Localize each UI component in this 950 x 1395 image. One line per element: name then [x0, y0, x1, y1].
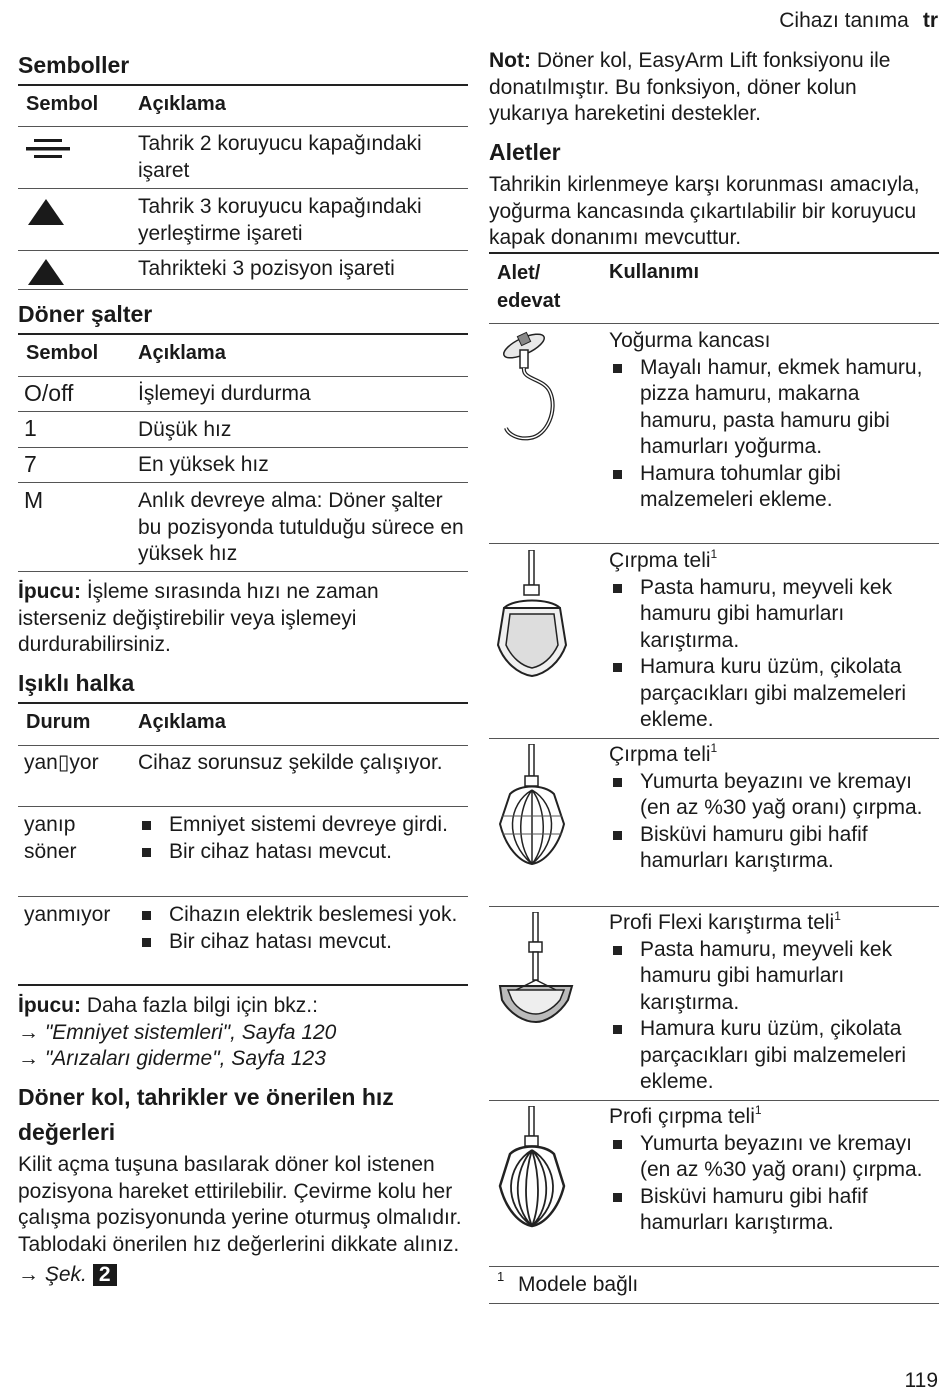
tool-name: Profi çırpma teli	[609, 1105, 755, 1128]
list-item	[609, 654, 939, 734]
divider	[18, 84, 468, 86]
ring-desc-list	[138, 902, 464, 955]
ring-col2: Açıklama	[138, 711, 226, 733]
switch-symbol: M	[24, 487, 44, 513]
divider	[489, 323, 939, 324]
divider	[18, 250, 468, 251]
list-item	[609, 1131, 939, 1184]
divider	[18, 806, 468, 807]
arrow-icon: →	[18, 1020, 45, 1044]
switch-desc: Düşük hız	[138, 418, 232, 441]
ref-link[interactable]: "Emniyet sistemleri", Sayfa 120	[44, 1020, 337, 1044]
symbols-col2: Açıklama	[138, 93, 226, 115]
ring-state: yan▯yor	[24, 751, 99, 774]
tools-col2: Kullanımı	[609, 261, 700, 283]
tool-usage	[609, 328, 939, 514]
bullet-text: Pasta hamuru, meyveli kek hamuru gibi hamurları karıştırma.	[640, 937, 893, 1014]
divider	[18, 333, 468, 335]
switch-section	[18, 297, 468, 331]
divider	[18, 447, 468, 448]
bullet-text: Yumurta beyazını ve kremayı (en az %30 yağ oranı) çırpma.	[640, 769, 923, 819]
tip-paragraph	[18, 993, 468, 1073]
header-section: Cihazı tanıma	[779, 9, 909, 32]
divider	[18, 188, 468, 189]
list-item	[609, 769, 939, 822]
list-item	[138, 929, 464, 956]
tools-col1: Alet/ edevat	[497, 262, 561, 312]
symbols-col1: Sembol	[26, 93, 99, 115]
tool-name: Çırpma teli	[609, 549, 711, 572]
symbols-title: Semboller	[18, 52, 130, 78]
divider	[18, 126, 468, 127]
symbol-desc: Tahrikteki 3 pozisyon işareti	[138, 257, 395, 280]
tools-title: Aletler	[489, 139, 561, 165]
ring-desc-list	[138, 812, 464, 865]
arm-paragraph: Tablodaki önerilen hız değerlerini dikkate alınız.	[18, 1232, 460, 1256]
divider	[18, 289, 468, 290]
divider	[489, 906, 939, 907]
list-item	[138, 812, 464, 839]
divider	[18, 745, 468, 746]
whisk-icon	[494, 744, 570, 887]
switch-desc: İşlemeyi durdurma	[138, 382, 311, 405]
list-item	[609, 575, 939, 655]
tool-name: Yoğurma kancası	[609, 329, 771, 352]
bullet-text: Bisküvi hamuru gibi hafif hamurları karıştırma.	[640, 1184, 868, 1234]
bullet-text: Bir cihaz hatası mevcut.	[169, 839, 392, 863]
ref-link[interactable]: "Arızaları giderme", Sayfa 123	[44, 1047, 326, 1070]
arm-paragraph: Kilit açma tuşuna basılarak döner kol istenen pozisyona hareket ettirilebilir. Çevirme kolu her çalışma pozisyonunda yerine oturmuş olmalıdır.	[18, 1153, 462, 1229]
tool-usage	[609, 910, 939, 1096]
tip-paragraph	[18, 579, 468, 659]
switch-title: Döner şalter	[18, 301, 153, 327]
cross-reference[interactable]	[18, 1046, 468, 1073]
divider	[18, 896, 468, 897]
list-item	[609, 1184, 939, 1237]
tip-label: İpucu:	[18, 994, 81, 1017]
list-item	[609, 822, 939, 875]
switch-symbol: 1	[24, 415, 37, 441]
footnote-text: Modele bağlı	[518, 1273, 639, 1296]
bullet-text: Bir cihaz hatası mevcut.	[169, 929, 392, 953]
symbol-desc: Tahrik 2 koruyucu kapağındaki işaret	[138, 132, 422, 182]
symbols-section	[18, 48, 468, 82]
tool-name: Profi Flexi karıştırma teli	[609, 911, 835, 934]
ring-col1: Durum	[26, 711, 91, 733]
fig-ref-label: Şek.	[44, 1263, 87, 1286]
cross-reference[interactable]	[18, 1020, 468, 1047]
divider	[18, 702, 468, 704]
fig-number-badge: 2	[93, 1264, 117, 1286]
list-item	[138, 902, 464, 929]
arm-section	[18, 1080, 458, 1150]
note-text: Döner kol, EasyArm Lift fonksiyonu ile donatılmıştır. Bu fonksiyon, döner kolun yukarıya hareketini destekler.	[489, 49, 891, 125]
divider	[489, 252, 939, 254]
switch-symbol: O/off	[24, 380, 74, 406]
divider	[489, 738, 939, 739]
tool-usage	[609, 1104, 939, 1237]
tools-intro: Tahrikin kirlenmeye karşı korunması amacıyla, yoğurma kancasında çıkartılabilir bir koruyucu kapak donanımı mevcuttur.	[489, 173, 920, 249]
tool-name-line	[609, 1104, 939, 1131]
bullet-text: Hamura kuru üzüm, çikolata parçacıkları gibi malzemeleri ekleme.	[640, 655, 907, 731]
bullet-text: Mayalı hamur, ekmek hamuru, pizza hamuru, makarna hamuru, pasta hamuru gibi hamurları yoğurma.	[640, 355, 923, 458]
ring-section	[18, 666, 468, 700]
divider	[489, 1266, 939, 1267]
divider	[489, 1100, 939, 1101]
bullet-text: Hamura kuru üzüm, çikolata parçacıkları gibi malzemeleri ekleme.	[640, 1017, 907, 1093]
footnote-mark: 1	[497, 1269, 505, 1284]
tool-name-line	[609, 742, 939, 769]
footnote-mark: 1	[710, 547, 718, 561]
note-paragraph	[489, 48, 939, 128]
tip-text: Daha fazla bilgi için bkz.:	[81, 994, 318, 1017]
tool-name-line	[609, 910, 939, 937]
ring-desc: Cihaz sorunsuz şekilde çalışıyor.	[138, 751, 443, 774]
arm-title: Döner kol, tahrikler ve önerilen hız değerleri	[18, 1084, 394, 1145]
footnote-mark: 1	[754, 1103, 762, 1117]
divider	[18, 376, 468, 377]
footnote-mark: 1	[834, 909, 841, 923]
bullet-text: Pasta hamuru, meyveli kek hamuru gibi hamurları karıştırma.	[640, 575, 893, 652]
list-item	[609, 1016, 939, 1096]
divider	[18, 411, 468, 412]
beater-icon	[494, 550, 570, 693]
divider	[18, 482, 468, 483]
bullet-text: Bisküvi hamuru gibi hafif hamurları karıştırma.	[640, 822, 868, 872]
dough-hook-icon	[492, 330, 582, 453]
symbol-desc: Tahrik 3 koruyucu kapağındaki yerleştirme işareti	[138, 195, 422, 245]
tool-name-line	[609, 548, 939, 575]
switch-desc: Anlık devreye alma: Döner şalter bu pozisyonda tutulduğu sürece en yüksek hız	[138, 489, 464, 565]
header-lang: tr	[922, 9, 938, 32]
ring-title: Işıklı halka	[18, 670, 135, 696]
divider	[18, 984, 468, 986]
bullet-text: Emniyet sistemi devreye girdi.	[169, 813, 448, 836]
divider	[489, 543, 939, 544]
bullet-text: Cihazın elektrik beslemesi yok.	[169, 903, 458, 926]
switch-col2: Açıklama	[138, 342, 226, 364]
bullet-text: Yumurta beyazını ve kremayı (en az %30 yağ oranı) çırpma.	[640, 1131, 923, 1181]
lines-marker-icon	[26, 139, 70, 169]
switch-col1: Sembol	[26, 342, 99, 364]
tool-usage	[609, 742, 939, 875]
switch-symbol: 7	[24, 451, 37, 477]
profi-whisk-icon	[494, 1106, 570, 1249]
bullet-text: Hamura tohumlar gibi malzemeleri ekleme.	[640, 461, 841, 511]
triangle-icon	[28, 199, 64, 233]
figure-reference[interactable]	[18, 1262, 468, 1289]
tool-name: Çırpma teli	[609, 743, 711, 766]
switch-desc: En yüksek hız	[138, 453, 269, 476]
ring-state: yanıp söner	[24, 813, 77, 863]
tip-label: İpucu:	[18, 580, 81, 603]
ring-state: yanmıyor	[24, 903, 111, 926]
divider	[489, 1303, 939, 1304]
list-item	[609, 461, 939, 514]
arrow-icon: →	[18, 1263, 45, 1286]
divider	[18, 571, 468, 572]
flexi-beater-icon	[494, 912, 578, 1035]
tool-usage	[609, 548, 939, 734]
footnote-mark: 1	[710, 741, 718, 755]
tools-section	[489, 135, 939, 169]
arm-body	[18, 1152, 468, 1289]
page-number: 119	[904, 1369, 938, 1392]
list-item	[138, 839, 464, 866]
triangle-icon	[28, 259, 64, 293]
tip-text: İşleme sırasında hızı ne zaman isterseniz değiştirebilir veya işlemeyi durdurabilirsiniz.	[18, 580, 379, 656]
list-item	[609, 937, 939, 1017]
note-label: Not:	[489, 49, 531, 72]
list-item	[609, 355, 939, 461]
arrow-icon: →	[18, 1047, 45, 1070]
page-header	[779, 8, 938, 35]
